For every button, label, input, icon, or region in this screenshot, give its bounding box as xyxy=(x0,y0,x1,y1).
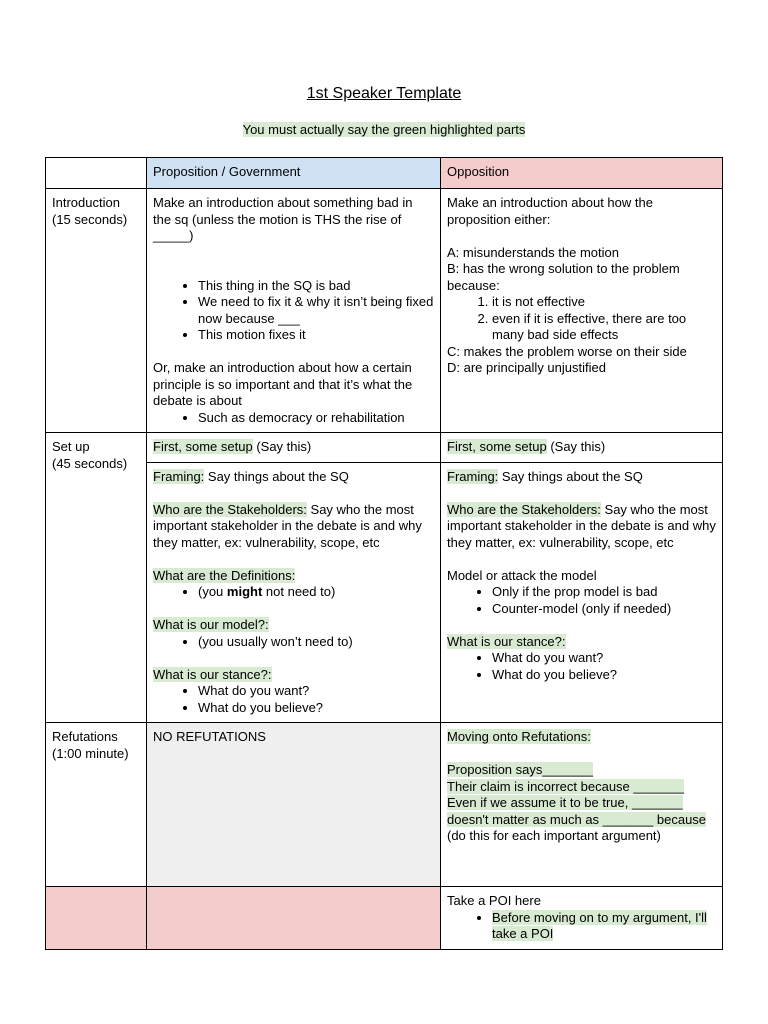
opp-option-d: D: are principally unjustified xyxy=(447,360,606,375)
page-title: 1st Speaker Template xyxy=(306,85,462,102)
opp-option-a: A: misunderstands the motion xyxy=(447,244,619,260)
opp-option-c: C: makes the problem worse on their side xyxy=(447,343,687,359)
refutations-prop-cell: NO REFUTATIONS xyxy=(147,723,441,887)
header-corner xyxy=(46,158,147,189)
header-row xyxy=(46,158,723,189)
setup-opp-first: First, some setup (Say this) xyxy=(441,433,723,463)
speaker-template-table xyxy=(45,157,723,950)
prop-intro-bullets xyxy=(153,278,434,344)
header-opposition: Opposition xyxy=(441,158,723,189)
list-item: • What do you believe? xyxy=(492,667,716,684)
page-subtitle xyxy=(0,122,768,137)
list-item: • What do you believe? xyxy=(198,700,434,717)
list-item: • This motion fixes it xyxy=(198,327,434,344)
introduction-row xyxy=(46,189,723,433)
prop-intro-text: Make an introduction about something bad in the sq (unless the motion is THS the rise of _____) xyxy=(153,195,413,243)
refutations-row xyxy=(46,723,723,887)
list-item: • Only if the prop model is bad xyxy=(492,584,716,601)
list-item: • (you might not need to) xyxy=(198,584,434,601)
list-item: • Such as democracy or rehabilitation xyxy=(198,410,434,427)
setup-prop-cell: Framing: Say things about the SQ Who are the Stakeholders: Say who the most important stakeholder in the debate is and why they matter, ex: vulnerability, scope, etc What are the Definitions: • (you might not need to) What is our model?: • (you usually won’t need to) What is our stance?: • What do you want? • What do you believe? xyxy=(147,462,441,723)
refutations-opp-cell: Moving onto Refutations: Proposition says_______ Their claim is incorrect because _______ Even if we assume it to be true, _______ doesn't matter as much as _______ because (do this for each important argument) xyxy=(441,723,723,887)
setup-label: Set up (45 seconds) xyxy=(46,433,147,723)
refutations-label: Refutations (1:00 minute) xyxy=(46,723,147,887)
list-item: • What do you want? xyxy=(492,650,716,667)
list-item: • Before moving on to my argument, I'll take a POI xyxy=(492,910,716,943)
list-item: • We need to fix it & why it isn’t being fixed now because ___ xyxy=(198,294,434,327)
opp-option-b: B: has the wrong solution to the problem because: xyxy=(447,261,680,293)
opp-option-b-list xyxy=(447,294,716,344)
setup-intro-row xyxy=(46,433,723,463)
prop-or-text: Or, make an introduction about how a certain principle is so important and that it’s what the debate is about xyxy=(153,360,413,408)
setup-prop-first: First, some setup (Say this) xyxy=(147,433,441,463)
poi-label-cell xyxy=(46,887,147,950)
introduction-opp-cell xyxy=(441,189,723,433)
poi-prop-cell xyxy=(147,887,441,950)
list-item: 2. even if it is effective, there are too many bad side effects xyxy=(492,311,716,344)
setup-opp-cell: Framing: Say things about the SQ Who are the Stakeholders: Say who the most important stakeholder in the debate is and why they matter, ex: vulnerability, scope, etc Model or attack the model • Only if the prop model is bad • Counter-model (only if needed) What is our stance?: • What do you want? • What do you believe? xyxy=(441,462,723,723)
list-item: 1. it is not effective xyxy=(492,294,716,311)
opp-intro-text: Make an introduction about how the proposition either: xyxy=(447,195,653,227)
poi-opp-cell: Take a POI here • Before moving on to my argument, I'll take a POI xyxy=(441,887,723,950)
subtitle-highlight: You must actually say the green highlighted parts xyxy=(242,122,526,137)
list-item: • This thing in the SQ is bad xyxy=(198,278,434,295)
list-item: • What do you want? xyxy=(198,683,434,700)
setup-content-row xyxy=(46,462,723,723)
list-item: • Counter-model (only if needed) xyxy=(492,601,716,618)
introduction-prop-cell xyxy=(147,189,441,433)
list-item: • (you usually won’t need to) xyxy=(198,634,434,651)
poi-row xyxy=(46,887,723,950)
header-proposition: Proposition / Government xyxy=(147,158,441,189)
introduction-label: Introduction (15 seconds) xyxy=(46,189,147,433)
